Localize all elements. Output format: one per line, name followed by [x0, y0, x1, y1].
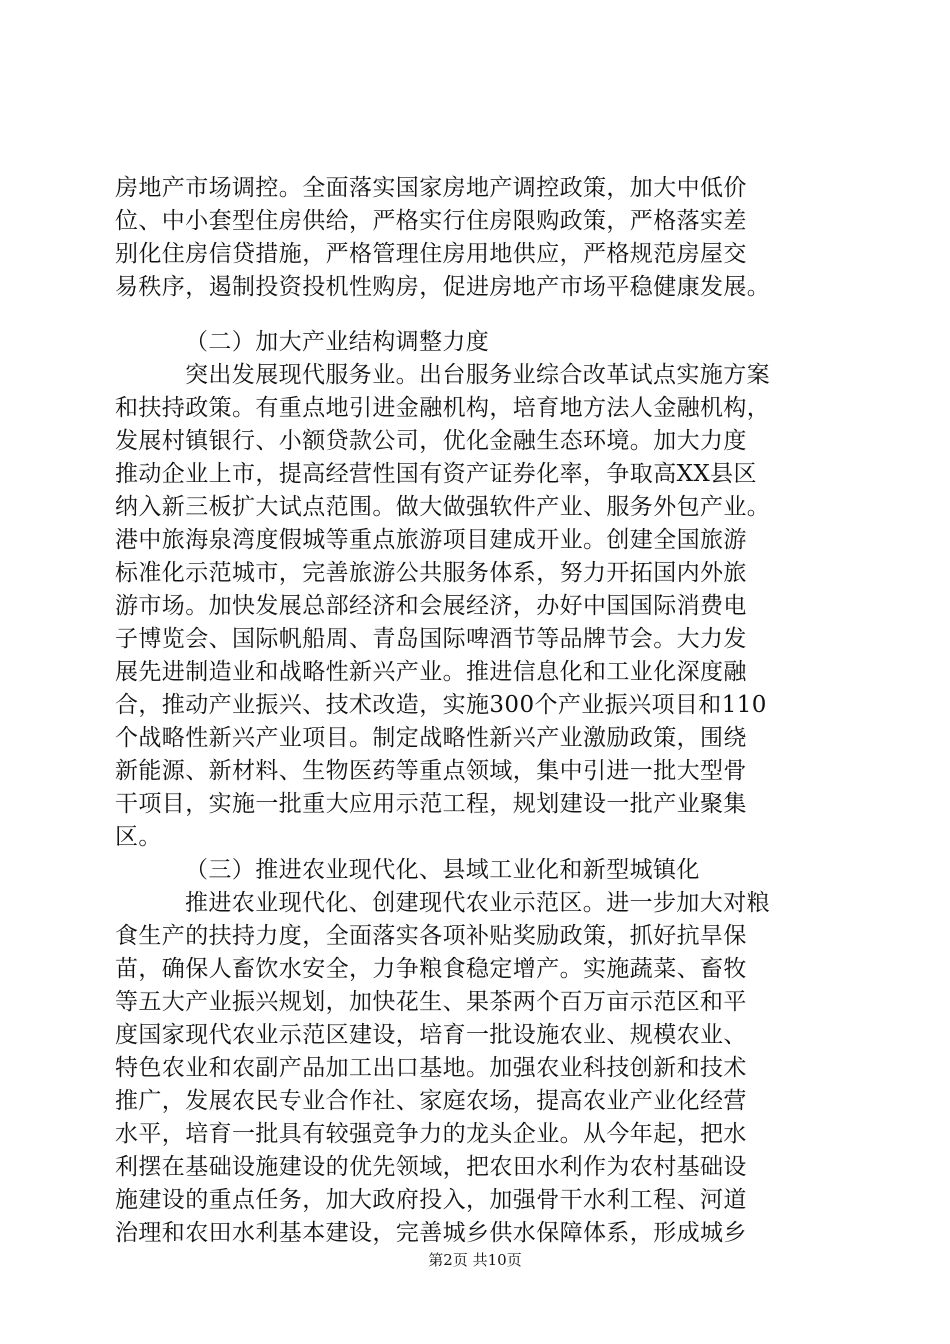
text-line: 施建设的重点任务，加大政府投入，加强骨干水利工程、河道	[115, 1187, 747, 1213]
text-line: 等五大产业振兴规划，加快花生、果茶两个百万亩示范区和平	[115, 989, 747, 1015]
text-line: 治理和农田水利基本建设，完善城乡供水保障体系，形成城乡	[115, 1220, 747, 1246]
text-line: 港中旅海泉湾度假城等重点旅游项目建成开业。创建全国旅游	[115, 527, 747, 553]
text-line: 突出发展现代服务业。出台服务业综合改革试点实施方案	[185, 362, 770, 388]
text-line: 推进农业现代化、创建现代农业示范区。进一步加大对粮	[185, 890, 770, 916]
text-line: 子博览会、国际帆船周、青岛国际啤酒节等品牌节会。大力发	[115, 626, 747, 652]
document-body	[115, 172, 839, 1250]
text-line: 和扶持政策。有重点地引进金融机构，培育地方法人金融机构，	[115, 395, 771, 421]
text-line: 干项目，实施一批重大应用示范工程，规划建设一批产业聚集	[115, 791, 747, 817]
text-line: 个战略性新兴产业项目。制定战略性新兴产业激励政策，围绕	[115, 725, 747, 751]
text-line: 区。	[115, 824, 162, 850]
text-line: 别化住房信贷措施，严格管理住房用地供应，严格规范房屋交	[115, 241, 747, 267]
text-line: 发展村镇银行、小额贷款公司，优化金融生态环境。加大力度	[115, 428, 747, 454]
text-line: 房地产市场调控。全面落实国家房地产调控政策，加大中低价	[115, 175, 747, 201]
text-line: 特色农业和农副产品加工出口基地。加强农业科技创新和技术	[115, 1055, 747, 1081]
section-heading-2: （二）加大产业结构调整力度	[185, 329, 490, 355]
text-line: 位、中小套型住房供给，严格实行住房限购政策，严格落实差	[115, 208, 747, 234]
text-line: 食生产的扶持力度，全面落实各项补贴奖励政策，抓好抗旱保	[115, 923, 747, 949]
text-line: 易秩序，遏制投资投机性购房，促进房地产市场平稳健康发展。	[115, 274, 771, 300]
paragraph-agriculture	[115, 887, 839, 1250]
page-number: 第2页 共10页	[428, 1251, 522, 1269]
text-line: 度国家现代农业示范区建设，培育一批设施农业、规模农业、	[115, 1022, 747, 1048]
text-line: 纳入新三板扩大试点范围。做大做强软件产业、服务外包产业。	[115, 494, 771, 520]
text-line: 利摆在基础设施建设的优先领域，把农田水利作为农村基础设	[115, 1154, 747, 1180]
page-footer	[0, 1250, 950, 1270]
section-heading-3: （三）推进农业现代化、县域工业化和新型城镇化	[185, 857, 700, 883]
text-line: 水平，培育一批具有较强竞争力的龙头企业。从今年起，把水	[115, 1121, 747, 1147]
text-line: 苗，确保人畜饮水安全，力争粮食稳定增产。实施蔬菜、畜牧	[115, 956, 747, 982]
paragraph-industry	[115, 359, 839, 854]
text-line: 展先进制造业和战略性新兴产业。推进信息化和工业化深度融	[115, 659, 747, 685]
text-line: 游市场。加快发展总部经济和会展经济，办好中国国际消费电	[115, 593, 747, 619]
text-line: 合，推动产业振兴、技术改造，实施300个产业振兴项目和110	[115, 692, 767, 718]
text-line: 推广，发展农民专业合作社、家庭农场，提高农业产业化经营	[115, 1088, 747, 1114]
paragraph-gap	[115, 304, 839, 326]
text-line: 推动企业上市，提高经营性国有资产证券化率，争取高XX县区	[115, 461, 757, 487]
paragraph-housing	[115, 172, 839, 304]
text-line: 新能源、新材料、生物医药等重点领域，集中引进一批大型骨	[115, 758, 747, 784]
text-line: 标准化示范城市，完善旅游公共服务体系，努力开拓国内外旅	[115, 560, 747, 586]
